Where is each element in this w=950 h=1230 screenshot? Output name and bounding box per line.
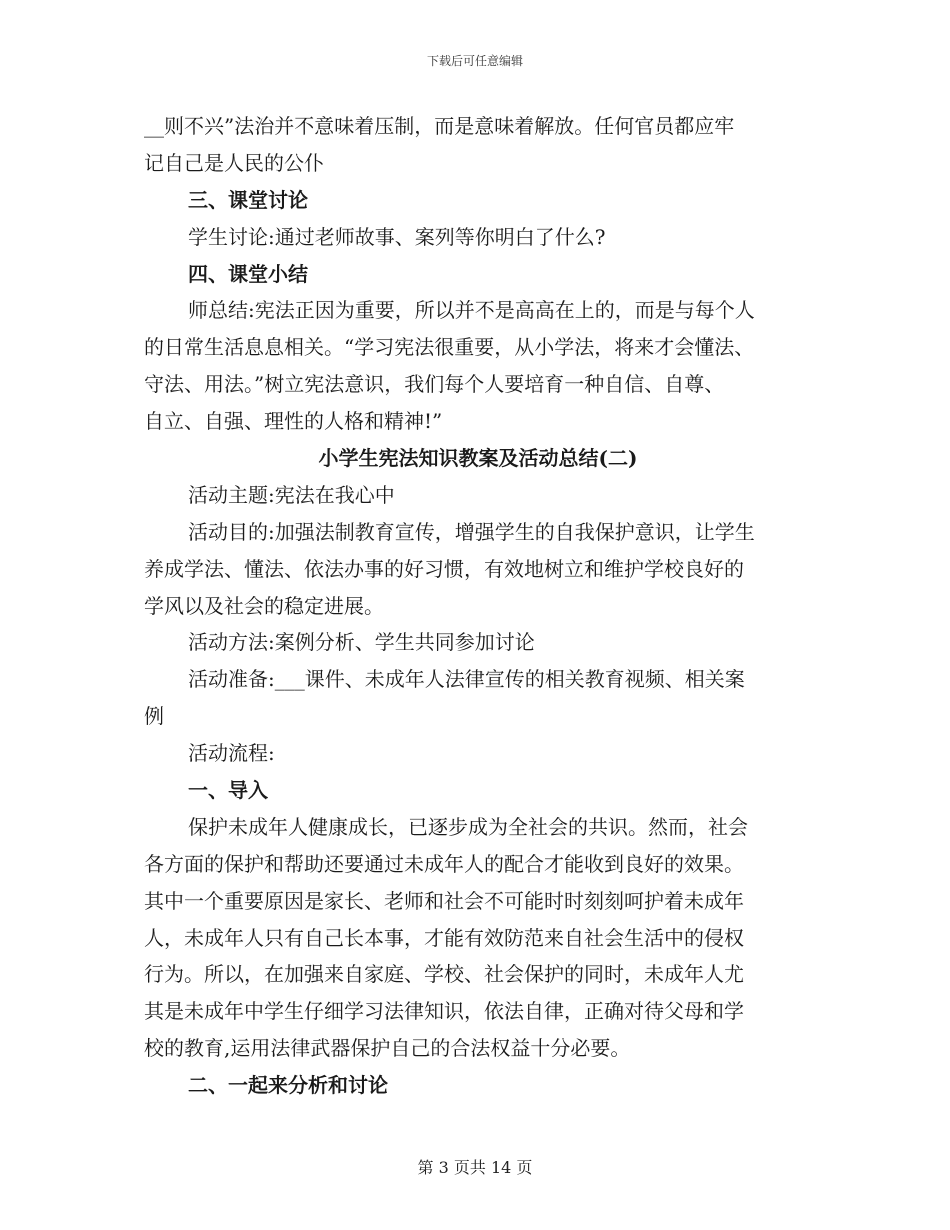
- body-line: 活动准备:___课件、未成年人法律宣传的相关教育视频、相关案: [188, 667, 745, 692]
- body-line: __则不兴”法治并不意味着压制，而是意味着解放。任何官员都应牢: [144, 114, 735, 138]
- body-line: 其是未成年中学生仔细学习法律知识，依法自律，正确对待父母和学: [144, 999, 744, 1024]
- body-line: 校的教育,运用法律武器保护自己的合法权益十分必要。: [144, 1036, 631, 1061]
- body-line: 自立、自强、理性的人格和精神!”: [144, 409, 443, 434]
- section-heading: 一、导入: [188, 778, 268, 803]
- section-heading: 三、课堂讨论: [188, 187, 308, 212]
- body-line: 学风以及社会的稳定进展。: [144, 593, 384, 618]
- document-title: 小学生宪法知识教案及活动总结(二): [318, 446, 638, 471]
- body-line: 的日常生活息息相关。“学习宪法很重要，从小学法，将来才会懂法、: [144, 335, 755, 360]
- section-heading: 二、一起来分析和讨论: [188, 1073, 388, 1098]
- document-body: [144, 108, 812, 1104]
- body-line: 其中一个重要原因是家长、老师和社会不可能时时刻刻呵护着未成年: [144, 888, 744, 913]
- page-header: 下载后可任意编辑: [426, 54, 523, 68]
- body-line: 记自己是人民的公仆: [144, 150, 324, 175]
- page-footer: 第 3 页共 14 页: [417, 1158, 533, 1177]
- body-line: 人，未成年人只有自己长本事，才能有效防范来自社会生活中的侵权: [144, 925, 744, 950]
- body-line: 活动目的:加强法制教育宣传，增强学生的自我保护意识，让学生: [188, 519, 755, 544]
- body-line: 活动方法:案例分析、学生共同参加讨论: [188, 630, 535, 655]
- section-heading: 四、课堂小结: [188, 261, 308, 286]
- body-line: 行为。所以，在加强来自家庭、学校、社会保护的同时，未成年人尤: [144, 962, 744, 987]
- body-line: 学生讨论:通过老师故事、案列等你明白了什么?: [188, 224, 606, 249]
- body-line: 例: [144, 704, 164, 729]
- body-line: 各方面的保护和帮助还要通过未成年人的配合才能收到良好的效果。: [144, 851, 744, 876]
- body-line: 活动主题:宪法在我心中: [188, 482, 395, 507]
- body-line: 活动流程:: [188, 741, 275, 766]
- body-line: 保护未成年人健康成长，已逐步成为全社会的共识。然而，社会: [188, 814, 748, 839]
- body-line: 师总结:宪法正因为重要，所以并不是高高在上的，而是与每个人: [188, 298, 755, 323]
- body-line: 守法、用法。”树立宪法意识，我们每个人要培育一种自信、自尊、: [144, 372, 725, 397]
- body-line: 养成学法、懂法、依法办事的好习惯，有效地树立和维护学校良好的: [144, 556, 744, 581]
